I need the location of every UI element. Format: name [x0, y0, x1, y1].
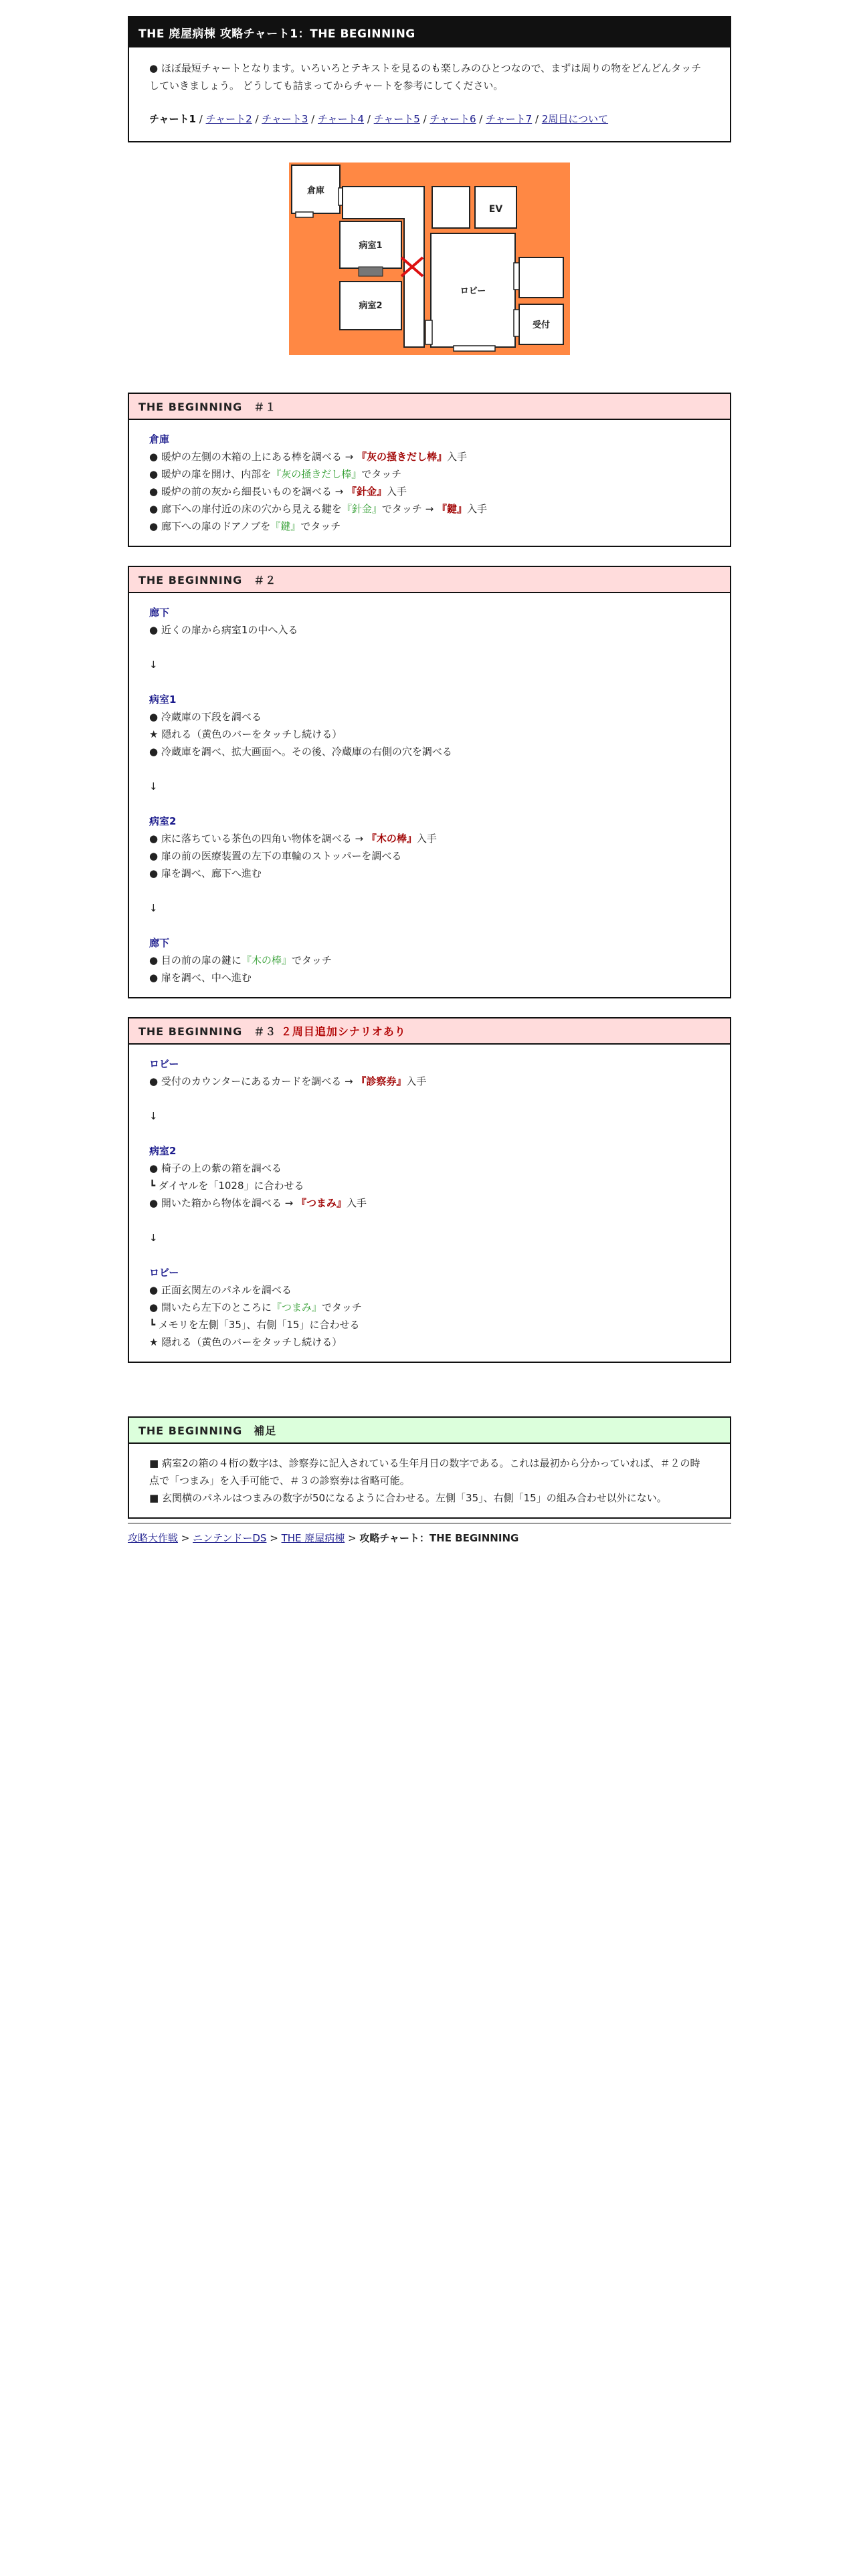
intro-body: [129, 47, 730, 141]
step-line: [149, 1316, 710, 1333]
step-arrow: ↓: [149, 780, 158, 792]
map-lobby-left-door: [425, 320, 432, 344]
breadcrumb-current: 攻略チャート：THE BEGINNING: [359, 1532, 519, 1544]
step-text: でタッチ: [291, 954, 332, 966]
used-item: 『針金』: [341, 503, 382, 515]
step-line: [149, 483, 710, 500]
step-line: [149, 726, 710, 743]
obtained-item: 『つまみ』: [296, 1197, 347, 1209]
step-text: ● 廊下への扉付近の床の穴から見える鍵を: [149, 503, 342, 515]
step-text: ● 受付のカウンターにあるカードを調べる →: [149, 1075, 357, 1087]
step-line: [149, 621, 710, 639]
step-text: 入手: [346, 1197, 367, 1209]
chart-section-2: [128, 566, 731, 998]
map-label-reception: 受付: [532, 320, 551, 330]
used-item: 『灰の掻きだし棒』: [271, 468, 362, 480]
location-heading: 病室2: [149, 815, 177, 827]
step-text: ● 目の前の扉の鍵に: [149, 954, 242, 966]
map-container: [128, 163, 731, 358]
supplement-note: ■ 玄関横のパネルはつまみの数字が50になるように合わせる。左側「35」、右側「15」の組み合わせ以外にない。: [149, 1492, 667, 1504]
step-text: ● 冷蔵庫の下段を調べる: [149, 711, 262, 723]
section-title: [129, 1018, 730, 1045]
step-text: 入手: [446, 451, 467, 463]
step-text: ● 暖炉の扉を開け、内部を: [149, 468, 272, 480]
supplement-body: [129, 1444, 730, 1517]
step-text: ● 床に落ちている茶色の四角い物体を調べる →: [149, 833, 367, 845]
step-arrow: ↓: [149, 1232, 158, 1244]
step-line: [149, 1299, 710, 1316]
map-room-small: [432, 187, 470, 228]
map-reception-door2: [514, 310, 519, 336]
map-storage-door: [296, 212, 313, 217]
step-text: ● 扉を調べ、廊下へ進む: [149, 867, 262, 879]
section-body: [129, 593, 730, 997]
footer-divider: [128, 1523, 731, 1524]
step-text: ★ 隠れる（黄色のバーをタッチし続ける）: [149, 1336, 343, 1348]
map-label-storage: 倉庫: [306, 186, 325, 196]
map-ward1-door: [359, 267, 383, 276]
intro-text: ● ほぼ最短チャートとなります。いろいろとテキストを見るのも楽しみのひとつなので、まずは周りの物をどんどんタッチしていきましょう。 どうしても詰まってからチャートを参考にしてください。: [149, 62, 702, 92]
step-text: ★ 隠れる（黄色のバーをタッチし続ける）: [149, 728, 343, 740]
step-line: [149, 952, 710, 969]
obtained-item: 『針金』: [346, 486, 387, 498]
step-line: [149, 518, 710, 535]
section-tag: ２周目追加シナリオあり: [280, 1025, 406, 1038]
breadcrumb: [128, 1531, 731, 1545]
nav-separator: /: [364, 113, 374, 125]
step-text: でタッチ: [321, 1301, 362, 1313]
step-text: ● 扉の前の医療装置の左下の車輪のストッパーを調べる: [149, 850, 402, 862]
nav-link-chart-2[interactable]: チャート2: [205, 113, 252, 125]
breadcrumb-link[interactable]: ニンテンドーDS: [193, 1532, 267, 1544]
nav-separator: /: [196, 113, 206, 125]
step-line: [149, 448, 710, 465]
step-text: ● 開いた箱から物体を調べる →: [149, 1197, 296, 1209]
location-heading: 病室1: [149, 693, 177, 706]
used-item: 『つまみ』: [271, 1301, 322, 1313]
map-room-right-upper: [519, 257, 563, 298]
supplement-title: THE BEGINNING 補足: [129, 1418, 730, 1444]
map-reception-door: [514, 263, 519, 290]
section-gap: [128, 1382, 731, 1416]
step-arrow: ↓: [149, 659, 158, 671]
section-title-text: THE BEGINNING ＃２: [138, 574, 277, 586]
step-text: ┗ ダイヤルを「1028」に合わせる: [149, 1180, 304, 1192]
section-body: [129, 1045, 730, 1362]
chart-section-1: [128, 393, 731, 547]
section-title: [129, 567, 730, 593]
floor-map: [289, 163, 570, 355]
step-text: ● 近くの扉から病室1の中へ入る: [149, 624, 298, 636]
step-text: でタッチ: [361, 468, 402, 480]
location-heading: ロビー: [149, 1058, 179, 1070]
step-line: [149, 500, 710, 518]
step-line: [149, 708, 710, 726]
step-arrow: ↓: [149, 1110, 158, 1122]
breadcrumb-link[interactable]: THE 廃屋病棟: [281, 1532, 345, 1544]
nav-link-chart-5[interactable]: チャート5: [373, 113, 420, 125]
step-line: [149, 1333, 710, 1351]
step-line: [149, 1160, 710, 1177]
breadcrumb-link[interactable]: 攻略大作戦: [128, 1532, 179, 1544]
nav-separator: /: [308, 113, 318, 125]
breadcrumb-separator: >: [345, 1532, 360, 1544]
step-text: ● 開いたら左下のところに: [149, 1301, 272, 1313]
step-text: 入手: [416, 833, 437, 845]
breadcrumb-separator: >: [266, 1532, 282, 1544]
map-lobby-entrance: [454, 346, 495, 351]
obtained-item: 『鍵』: [436, 503, 467, 515]
step-text: 入手: [467, 503, 488, 515]
obtained-item: 『灰の掻きだし棒』: [356, 451, 447, 463]
step-text: ● 暖炉の左側の木箱の上にある棒を調べる →: [149, 451, 357, 463]
map-label-lobby: ロビー: [460, 286, 486, 296]
step-line: [149, 1194, 710, 1212]
section-body: [129, 420, 730, 546]
chart-sections: [128, 393, 731, 1363]
location-heading: 廊下: [149, 937, 170, 949]
step-line: [149, 847, 710, 865]
breadcrumb-separator: >: [178, 1532, 193, 1544]
chart-nav: [149, 110, 710, 128]
supplement-box: [128, 1416, 731, 1519]
step-line: [149, 865, 710, 882]
nav-separator: /: [419, 113, 430, 125]
step-text: ● 冷蔵庫を調べ、拡大画面へ。その後、冷蔵庫の右側の穴を調べる: [149, 746, 452, 758]
step-arrow: ↓: [149, 902, 158, 914]
step-line: [149, 1177, 710, 1194]
location-heading: 倉庫: [149, 433, 170, 445]
nav-link-chart-3[interactable]: チャート3: [262, 113, 308, 125]
map-label-ev: EV: [488, 204, 503, 215]
page-wrapper: [128, 0, 731, 1545]
page-title: THE 廃屋病棟 攻略チャート1：THE BEGINNING: [129, 17, 730, 47]
step-line: [149, 465, 710, 483]
step-line: [149, 743, 710, 760]
step-text: ● 正面玄関左のパネルを調べる: [149, 1284, 292, 1296]
step-text: ● 暖炉の前の灰から細長いものを調べる →: [149, 486, 347, 498]
step-line: [149, 969, 710, 986]
supplement-note: ■ 病室2の箱の４桁の数字は、診察券に記入されている生年月日の数字である。これは最初から分かっていれば、＃２の時点で「つまみ」を入手可能で、＃３の診察券は省略可能。: [149, 1457, 700, 1487]
section-title-text: THE BEGINNING ＃１: [138, 401, 277, 413]
obtained-item: 『木の棒』: [366, 833, 417, 845]
nav-separator: /: [476, 113, 486, 125]
step-text: 入手: [386, 486, 407, 498]
used-item: 『鍵』: [270, 520, 301, 532]
step-text: ┗ メモリを左側「35」、右側「15」に合わせる: [149, 1319, 360, 1331]
nav-link-chart-8[interactable]: 2周目について: [541, 113, 609, 125]
obtained-item: 『診察券』: [356, 1075, 407, 1087]
intro-box: [128, 16, 731, 142]
step-text: ● 扉を調べ、中へ進む: [149, 972, 252, 984]
nav-link-chart-4[interactable]: チャート4: [318, 113, 365, 125]
map-label-ward2: 病室2: [359, 301, 383, 311]
step-line: [149, 830, 710, 847]
map-label-ward1: 病室1: [359, 241, 383, 251]
section-title-text: THE BEGINNING ＃３: [138, 1025, 277, 1038]
step-line: [149, 1073, 710, 1090]
nav-link-chart-6[interactable]: チャート6: [430, 113, 476, 125]
location-heading: ロビー: [149, 1267, 179, 1279]
nav-separator: /: [532, 113, 542, 125]
location-heading: 病室2: [149, 1145, 177, 1157]
location-heading: 廊下: [149, 607, 170, 619]
step-text: でタッチ: [300, 520, 341, 532]
step-text: 入手: [406, 1075, 427, 1087]
nav-link-chart-1: チャート1: [149, 113, 196, 125]
step-text: ● 廊下への扉のドアノブを: [149, 520, 271, 532]
step-text: でタッチ →: [381, 503, 437, 515]
step-text: ● 椅子の上の紫の箱を調べる: [149, 1162, 282, 1174]
section-title: [129, 394, 730, 420]
used-item: 『木の棒』: [241, 954, 292, 966]
nav-link-chart-7[interactable]: チャート7: [486, 113, 533, 125]
chart-section-3: [128, 1017, 731, 1363]
nav-separator: /: [252, 113, 262, 125]
step-line: [149, 1281, 710, 1299]
